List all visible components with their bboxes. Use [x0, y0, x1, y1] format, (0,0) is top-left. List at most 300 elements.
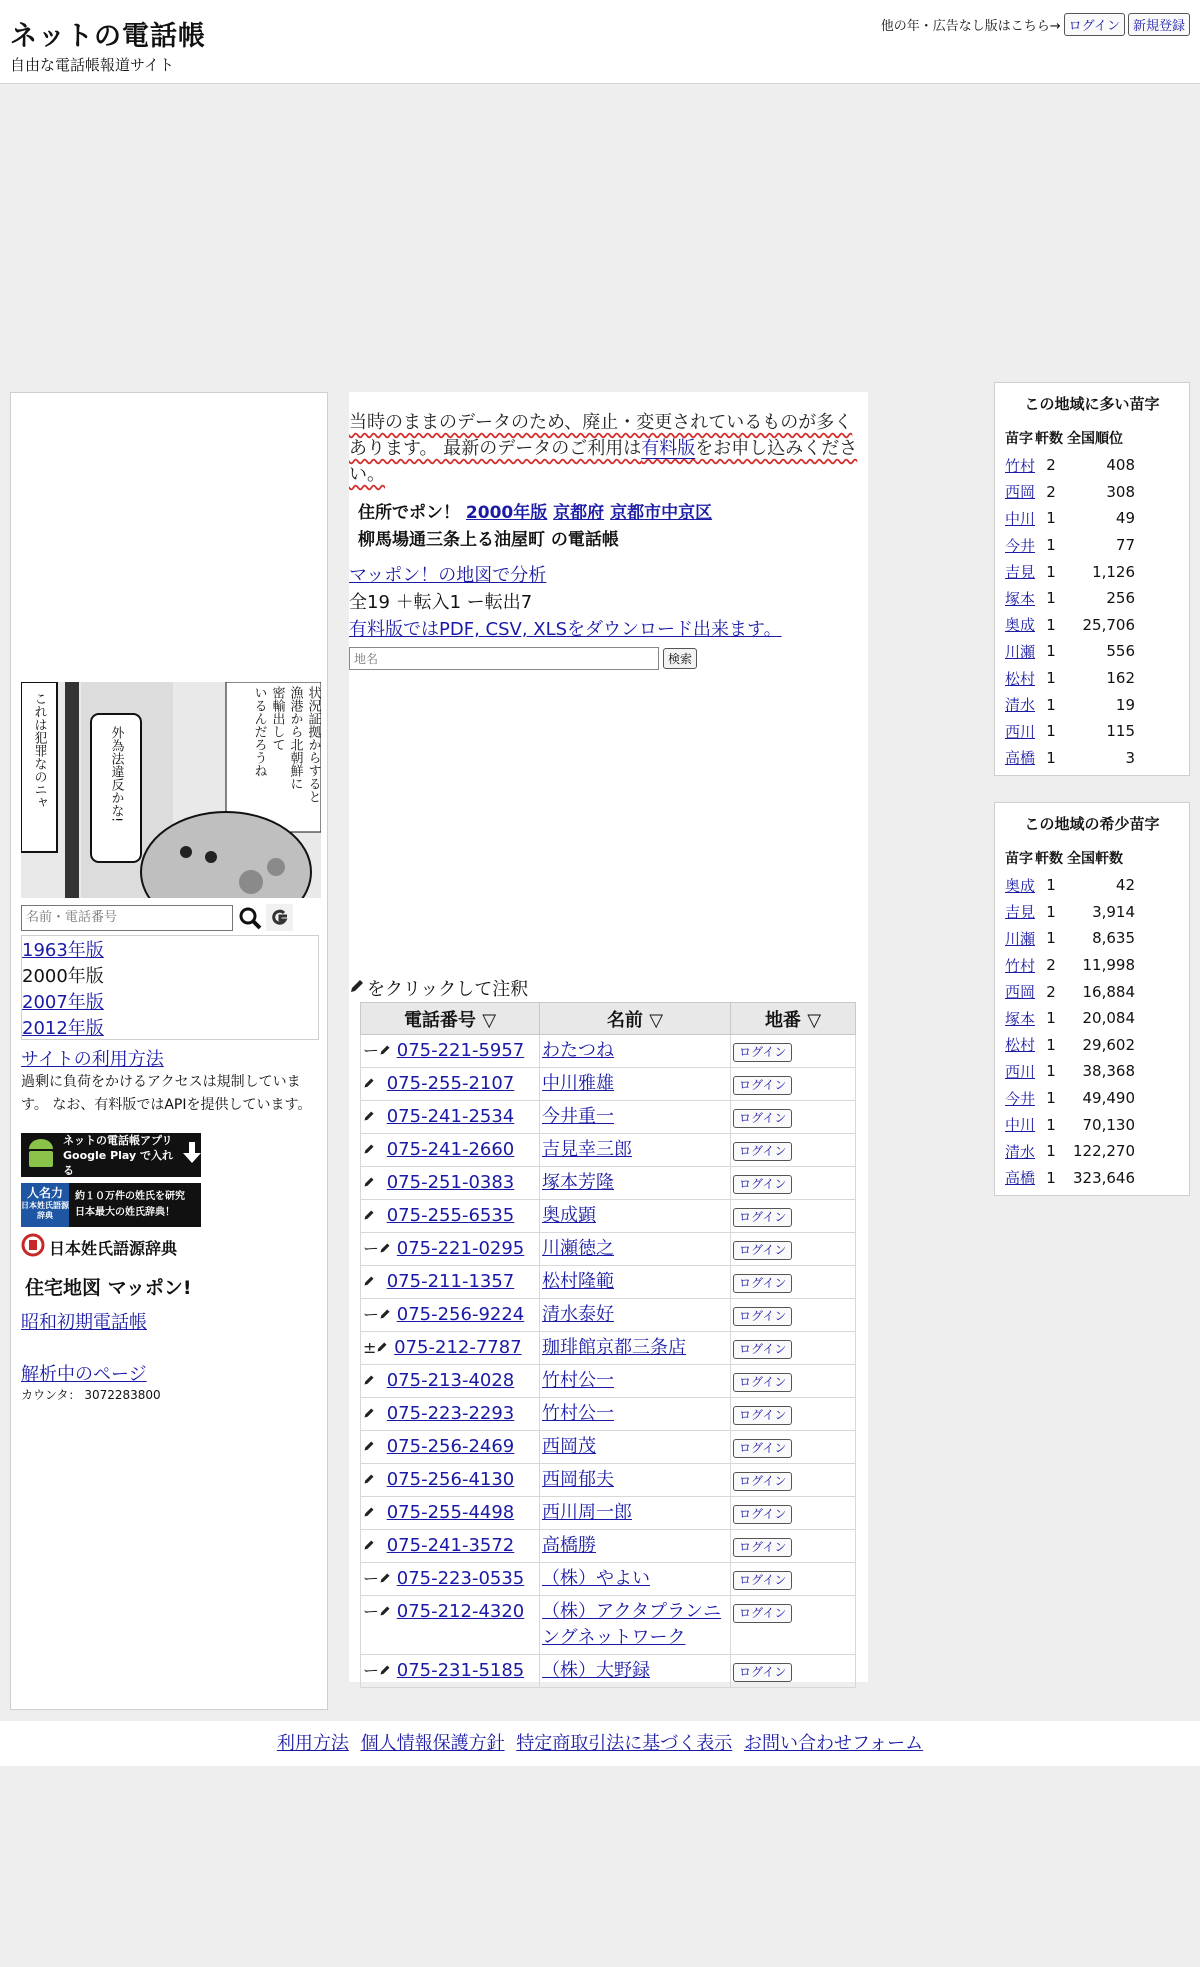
phone-link[interactable]: 075-256-2469: [386, 1436, 515, 1457]
footer-link-contact[interactable]: お問い合わせフォーム: [744, 1733, 924, 1754]
pencil-icon[interactable]: [363, 1140, 375, 1159]
phone-cell: [361, 1299, 540, 1332]
rare-surname-row: [1005, 1138, 1135, 1165]
common-surname-surname-link[interactable]: 西川: [1005, 722, 1036, 741]
left-sidebar: [10, 392, 328, 1710]
common-surname-value: 25,706: [1082, 615, 1136, 634]
common-surname-surname-link[interactable]: 松村: [1005, 669, 1036, 688]
name-cell: [540, 1068, 731, 1101]
common-surname-count: 1: [1046, 669, 1056, 688]
common-surname-row: [1005, 718, 1135, 745]
phone-link[interactable]: 075-241-3572: [386, 1535, 515, 1556]
common-surname-count: 2: [1046, 482, 1056, 501]
name-link[interactable]: （株）アクタプランニングネットワーク: [542, 1601, 722, 1648]
lot-login-button[interactable]: ログイン: [733, 1142, 792, 1161]
phone-cell: [361, 1563, 540, 1596]
rare-surname-row: [1005, 925, 1135, 952]
common-header-rank: 全国順位: [1067, 431, 1124, 447]
phonebook-table: [360, 1002, 856, 1688]
header-account-area: [881, 13, 1190, 36]
phone-cell: [361, 1101, 540, 1134]
name-cell: [540, 1365, 731, 1398]
mappon-map-link[interactable]: マッポン！の地図で分析: [349, 565, 547, 586]
common-surname-row: [1005, 532, 1135, 559]
pencil-icon[interactable]: [379, 1569, 391, 1588]
table-row: [361, 1134, 856, 1167]
common-surnames-table: [1005, 428, 1135, 771]
common-surname-value: 162: [1106, 669, 1136, 688]
status-mark[interactable]: [363, 1038, 391, 1064]
pencil-icon[interactable]: [363, 1173, 375, 1192]
name-link[interactable]: 西川周一郎: [542, 1502, 632, 1523]
manga-text-2: 漁港から北朝鮮に: [287, 686, 303, 790]
phone-link[interactable]: 075-221-0295: [396, 1238, 525, 1259]
name-link[interactable]: 川瀬徳之: [542, 1238, 614, 1259]
common-surname-surname-link[interactable]: 今井: [1005, 536, 1036, 555]
header: [0, 0, 1200, 84]
pencil-icon[interactable]: [363, 1404, 375, 1423]
rare-surname-surname-link[interactable]: 奥成: [1005, 876, 1036, 895]
status-mark[interactable]: [363, 1236, 391, 1262]
name-link[interactable]: 松村隆範: [542, 1271, 614, 1292]
pencil-icon[interactable]: [376, 1338, 388, 1357]
common-surname-count: 1: [1046, 722, 1056, 741]
phone-link[interactable]: 075-256-9224: [396, 1304, 525, 1325]
column-header-phone[interactable]: 電話番号 ▽: [361, 1003, 540, 1035]
name-cell: [540, 1398, 731, 1431]
status-mark-text: ー: [363, 1569, 380, 1588]
lot-login-button[interactable]: ログイン: [733, 1043, 792, 1062]
name-link[interactable]: 今井重一: [542, 1106, 614, 1127]
common-surname-surname-link[interactable]: 川瀬: [1005, 642, 1036, 661]
rare-surname-surname-link[interactable]: 西岡: [1005, 983, 1036, 1002]
manga-text-1: 状況証拠からすると: [305, 686, 321, 803]
name-cell: [540, 1464, 731, 1497]
site-usage-link[interactable]: サイトの利用方法: [21, 1049, 164, 1070]
lot-cell: [731, 1530, 856, 1563]
common-surname-surname-link[interactable]: 中川: [1005, 509, 1036, 528]
lot-login-button[interactable]: ログイン: [733, 1076, 792, 1095]
manga-text-6: これは犯罪なのニャ: [31, 692, 47, 809]
name-link[interactable]: 中川雅雄: [542, 1073, 614, 1094]
lot-cell: [731, 1101, 856, 1134]
name-cell: [540, 1101, 731, 1134]
status-mark[interactable]: [363, 1335, 388, 1361]
status-mark[interactable]: [363, 1269, 381, 1295]
rare-surnames-title: この地域の希少苗字: [1024, 815, 1160, 833]
status-mark[interactable]: [363, 1434, 381, 1460]
app-download-badge[interactable]: [21, 1133, 201, 1177]
pencil-icon[interactable]: [363, 1536, 375, 1555]
name-cell: [540, 1655, 731, 1688]
table-row: [361, 1655, 856, 1688]
status-mark[interactable]: [363, 1467, 381, 1493]
status-mark[interactable]: [363, 1302, 391, 1328]
lot-login-button[interactable]: ログイン: [733, 1406, 792, 1425]
surname-dictionary-badge[interactable]: [21, 1183, 201, 1227]
name-link[interactable]: 竹村公一: [542, 1403, 614, 1424]
app-badge-line1: ネットの電話帳アプリ: [63, 1133, 173, 1147]
lot-cell: [731, 1431, 856, 1464]
lot-login-button[interactable]: ログイン: [733, 1175, 792, 1194]
rare-surname-count: 2: [1046, 982, 1056, 1001]
phone-cell: [361, 1134, 540, 1167]
name-link[interactable]: 奥成顕: [542, 1205, 596, 1226]
manga-text-3: 密輸出して: [269, 686, 285, 751]
table-row: [361, 1167, 856, 1200]
lot-login-button[interactable]: ログイン: [733, 1604, 792, 1623]
name-link[interactable]: 竹村公一: [542, 1370, 614, 1391]
status-mark[interactable]: [363, 1203, 381, 1229]
footer-link-privacy[interactable]: 個人情報保護方針: [360, 1733, 505, 1754]
app-badge-line2: Google Play で入れる: [63, 1148, 173, 1177]
rare-surname-count: 2: [1046, 956, 1056, 975]
common-surname-surname-link[interactable]: 塚本: [1005, 589, 1036, 608]
common-surnames-title: この地域に多い苗字: [1024, 395, 1160, 413]
name-cell: [540, 1266, 731, 1299]
rare-surname-surname-link[interactable]: 塚本: [1005, 1009, 1036, 1028]
pencil-icon[interactable]: [379, 1602, 391, 1621]
phone-link[interactable]: 075-221-5957: [396, 1040, 525, 1061]
status-mark[interactable]: [363, 1170, 381, 1196]
seal-icon: [21, 1233, 45, 1261]
footer-link-commerce[interactable]: 特定商取引法に基づく表示: [516, 1733, 733, 1754]
download-arrow-icon: [183, 1142, 201, 1168]
common-surname-value: 556: [1106, 642, 1136, 661]
rare-surname-count: 1: [1046, 1142, 1056, 1161]
phone-link[interactable]: 075-241-2660: [386, 1139, 515, 1160]
name-cell: [540, 1200, 731, 1233]
common-surname-surname-link[interactable]: 竹村: [1005, 456, 1036, 475]
common-surname-value: 408: [1106, 456, 1136, 475]
lot-login-button[interactable]: ログイン: [733, 1274, 792, 1293]
sei-badge-block2: 日本姓氏語源辞典: [21, 1201, 69, 1220]
lot-cell: [731, 1134, 856, 1167]
rare-surname-surname-link[interactable]: 川瀬: [1005, 929, 1036, 948]
phone-link[interactable]: 075-255-6535: [386, 1205, 515, 1226]
lot-cell: [731, 1398, 856, 1431]
usage-note: 過剰に負荷をかけるアクセスは規制しています。 なお、有料版ではAPIを提供しています。: [21, 1074, 312, 1113]
common-surname-value: 256: [1106, 589, 1136, 608]
register-button[interactable]: 新規登録: [1128, 13, 1190, 36]
rare-surname-row: [1005, 1058, 1135, 1085]
rare-surname-value: 42: [1115, 876, 1136, 895]
name-link[interactable]: （株）やよい: [542, 1568, 650, 1589]
phone-link[interactable]: 075-255-2107: [386, 1073, 515, 1094]
status-mark[interactable]: [363, 1658, 391, 1684]
phone-link[interactable]: 075-213-4028: [386, 1370, 515, 1391]
analysis-page-link[interactable]: 解析中のページ: [21, 1364, 147, 1385]
name-phone-search-input[interactable]: [21, 905, 233, 931]
search-icon[interactable]: [236, 904, 263, 931]
common-surname-row: [1005, 691, 1135, 718]
lot-login-button[interactable]: ログイン: [733, 1241, 792, 1260]
lot-login-button[interactable]: ログイン: [733, 1373, 792, 1392]
address-breadcrumb: [349, 500, 868, 554]
phone-cell: [361, 1655, 540, 1688]
breadcrumb-prefecture-link[interactable]: 京都府: [553, 503, 605, 523]
common-surnames-panel: [994, 382, 1190, 776]
rare-surname-value: 8,635: [1092, 929, 1136, 948]
table-row: [361, 1233, 856, 1266]
status-mark[interactable]: [363, 1071, 381, 1097]
common-surname-surname-link[interactable]: 清水: [1005, 696, 1036, 715]
common-surname-row: [1005, 745, 1135, 772]
paid-version-link[interactable]: 有料版: [641, 438, 696, 459]
status-mark-text: ±: [363, 1338, 377, 1357]
place-search-input[interactable]: [349, 647, 659, 670]
table-row: [361, 1596, 856, 1655]
common-surname-surname-link[interactable]: 西岡: [1005, 483, 1036, 502]
column-header-name[interactable]: 名前 ▽: [540, 1003, 731, 1035]
table-row: [361, 1101, 856, 1134]
lot-login-button[interactable]: ログイン: [733, 1439, 792, 1458]
table-row: [361, 1530, 856, 1563]
pencil-icon[interactable]: [379, 1661, 391, 1680]
rare-surname-surname-link[interactable]: 竹村: [1005, 956, 1036, 975]
rare-surname-count: 1: [1046, 1009, 1056, 1028]
rare-surname-count: 1: [1046, 1089, 1056, 1108]
phone-link[interactable]: 075-223-0535: [396, 1568, 525, 1589]
phone-link[interactable]: 075-223-2293: [386, 1403, 515, 1424]
table-row: [361, 1332, 856, 1365]
common-surname-row: [1005, 505, 1135, 532]
status-mark[interactable]: [363, 1137, 381, 1163]
lot-login-button[interactable]: ログイン: [733, 1663, 792, 1682]
lot-cell: [731, 1563, 856, 1596]
mappon-logo[interactable]: 住宅地図 マッポン!: [25, 1277, 192, 1299]
lot-login-button[interactable]: ログイン: [733, 1472, 792, 1491]
status-mark[interactable]: [363, 1104, 381, 1130]
common-surname-count: 1: [1046, 562, 1056, 581]
footer-link-usage[interactable]: 利用方法: [276, 1733, 349, 1754]
table-row: [361, 1365, 856, 1398]
common-surname-row: [1005, 479, 1135, 506]
pencil-icon[interactable]: [363, 1470, 375, 1489]
name-link[interactable]: 塚本芳隆: [542, 1172, 614, 1193]
common-surname-count: 1: [1046, 536, 1056, 555]
rare-surname-row: [1005, 1165, 1135, 1192]
lot-login-button[interactable]: ログイン: [733, 1208, 792, 1227]
phone-cell: [361, 1233, 540, 1266]
year-edition-list: [21, 935, 319, 1040]
lot-cell: [731, 1200, 856, 1233]
rare-surname-row: [1005, 872, 1135, 899]
lot-cell: [731, 1332, 856, 1365]
common-surname-value: 19: [1115, 695, 1136, 714]
download-link[interactable]: 有料版ではPDF, CSV, XLSをダウンロード出来ます。: [349, 619, 782, 640]
phone-cell: [361, 1497, 540, 1530]
common-surname-row: [1005, 558, 1135, 585]
lot-cell: [731, 1266, 856, 1299]
pencil-icon[interactable]: [363, 1437, 375, 1456]
name-cell: [540, 1233, 731, 1266]
pencil-icon[interactable]: [363, 1503, 375, 1522]
rare-surname-count: 1: [1046, 1062, 1056, 1081]
rare-surname-value: 122,270: [1072, 1142, 1136, 1161]
lot-cell: [731, 1299, 856, 1332]
pencil-icon[interactable]: [379, 1041, 391, 1060]
status-mark[interactable]: [363, 1401, 381, 1427]
rare-surname-surname-link[interactable]: 吉見: [1005, 903, 1036, 922]
phone-link[interactable]: 075-231-5185: [396, 1660, 525, 1681]
site-title[interactable]: ネットの電話帳: [10, 21, 206, 52]
rare-header-surname: 苗字: [1005, 851, 1033, 867]
status-mark-text: ー: [363, 1602, 380, 1621]
name-link[interactable]: 西岡茂: [542, 1436, 596, 1457]
pencil-icon[interactable]: [363, 1107, 375, 1126]
pencil-icon[interactable]: [379, 1239, 391, 1258]
rare-surname-count: 1: [1046, 876, 1056, 895]
column-header-lot[interactable]: 地番 ▽: [731, 1003, 856, 1035]
gogen-dictionary-logo[interactable]: [21, 1233, 177, 1261]
lot-cell: [731, 1655, 856, 1688]
rare-surname-value: 20,084: [1082, 1009, 1136, 1028]
common-surname-surname-link[interactable]: 吉見: [1005, 563, 1036, 582]
phone-link[interactable]: 075-212-7787: [394, 1337, 522, 1358]
name-link[interactable]: 吉見幸三郎: [542, 1139, 632, 1160]
rare-surname-surname-link[interactable]: 今井: [1005, 1089, 1036, 1108]
rare-header-count: 軒数: [1035, 851, 1064, 867]
login-button[interactable]: ログイン: [1064, 13, 1125, 36]
name-link[interactable]: 清水泰好: [542, 1304, 614, 1325]
status-mark[interactable]: [363, 1566, 391, 1592]
lot-cell: [731, 1068, 856, 1101]
rare-header-national: 全国軒数: [1067, 851, 1124, 867]
rare-surname-row: [1005, 978, 1135, 1005]
data-notice: [349, 392, 868, 488]
common-surname-value: 3: [1125, 748, 1136, 767]
common-surname-surname-link[interactable]: 奥成: [1005, 616, 1036, 635]
name-cell: [540, 1332, 731, 1365]
sei-badge-line2: 日本最大の姓氏辞典！: [75, 1207, 175, 1218]
rare-surname-value: 16,884: [1082, 982, 1136, 1001]
phone-link[interactable]: 075-212-4320: [396, 1601, 525, 1622]
rare-surname-surname-link[interactable]: 松村: [1005, 1036, 1036, 1055]
lot-login-button[interactable]: ログイン: [733, 1538, 792, 1557]
phone-link[interactable]: 075-255-4498: [386, 1502, 515, 1523]
year-link-2012[interactable]: 2012年版: [22, 1018, 104, 1039]
name-cell: [540, 1299, 731, 1332]
rare-surname-row: [1005, 1005, 1135, 1032]
phone-link[interactable]: 075-256-4130: [386, 1469, 515, 1490]
name-phone-search: [21, 904, 293, 931]
name-cell: [540, 1563, 731, 1596]
table-row: [361, 1299, 856, 1332]
rare-surname-count: 1: [1046, 1115, 1056, 1134]
phone-cell: [361, 1398, 540, 1431]
rare-surnames-table: [1005, 848, 1135, 1191]
rare-surname-surname-link[interactable]: 清水: [1005, 1142, 1036, 1161]
name-link[interactable]: 高橋勝: [542, 1535, 596, 1556]
common-surname-value: 308: [1106, 482, 1136, 501]
breadcrumb-city-link[interactable]: 京都市中京区: [610, 503, 713, 523]
name-link[interactable]: 珈琲館京都三条店: [542, 1337, 686, 1358]
name-cell: [540, 1596, 731, 1655]
common-surname-count: 1: [1046, 748, 1056, 767]
pencil-icon[interactable]: [363, 1371, 375, 1390]
table-row: [361, 1035, 856, 1068]
lot-login-button[interactable]: ログイン: [733, 1307, 792, 1326]
rare-surname-count: 1: [1046, 929, 1056, 948]
place-search-button[interactable]: 検索: [663, 648, 697, 669]
phone-cell: [361, 1068, 540, 1101]
lot-cell: [731, 1365, 856, 1398]
phone-link[interactable]: 075-241-2534: [386, 1106, 515, 1127]
lot-login-button[interactable]: ログイン: [733, 1505, 792, 1524]
common-surname-count: 1: [1046, 589, 1056, 608]
name-link[interactable]: わたつね: [542, 1040, 614, 1061]
phone-link[interactable]: 075-251-0383: [386, 1172, 515, 1193]
pencil-icon[interactable]: [363, 1272, 375, 1291]
common-surname-value: 77: [1115, 536, 1136, 555]
phone-cell: [361, 1431, 540, 1464]
rare-surname-surname-link[interactable]: 西川: [1005, 1062, 1036, 1081]
page-title: 柳馬場通三条上る油屋町 の電話帳: [358, 530, 619, 550]
lot-cell: [731, 1596, 856, 1655]
year-current-2000: 2000年版: [22, 966, 104, 987]
phone-cell: [361, 1332, 540, 1365]
name-link[interactable]: （株）大野録: [542, 1660, 650, 1681]
annotation-hint: [349, 975, 528, 1001]
breadcrumb-year-link[interactable]: 2000年版: [465, 503, 548, 523]
notice-text-2: をお申し込みください。: [349, 438, 858, 485]
common-surname-count: 2: [1046, 456, 1056, 475]
table-row: [361, 1200, 856, 1233]
common-surname-row: [1005, 585, 1135, 612]
name-link[interactable]: 西岡郁夫: [542, 1469, 614, 1490]
common-surname-value: 1,126: [1092, 562, 1136, 581]
table-row: [361, 1398, 856, 1431]
phone-link[interactable]: 075-211-1357: [386, 1271, 515, 1292]
sei-badge-line1: 約１０万件の姓氏を研究: [75, 1191, 185, 1202]
showa-phonebook-link[interactable]: 昭和初期電話帳: [21, 1312, 147, 1333]
pencil-icon[interactable]: [379, 1305, 391, 1324]
rare-surname-surname-link[interactable]: 中川: [1005, 1116, 1036, 1135]
rare-surname-surname-link[interactable]: 高橋: [1005, 1169, 1036, 1188]
year-link-1963[interactable]: 1963年版: [22, 940, 104, 961]
gogen-badge-text: 日本姓氏語源辞典: [49, 1238, 178, 1258]
status-mark[interactable]: [363, 1368, 381, 1394]
annotation-hint-text: をクリックして注釈: [367, 979, 529, 1000]
pencil-icon[interactable]: [363, 1206, 375, 1225]
status-mark[interactable]: [363, 1599, 391, 1625]
status-mark[interactable]: [363, 1533, 381, 1559]
lot-login-button[interactable]: ログイン: [733, 1340, 792, 1359]
main-content: [349, 392, 868, 1682]
status-mark-text: ー: [363, 1239, 380, 1258]
table-row: [361, 1464, 856, 1497]
rare-surname-value: 3,914: [1092, 902, 1136, 921]
rare-surname-count: 1: [1046, 1035, 1056, 1054]
manga-ad-image[interactable]: [21, 682, 321, 898]
lot-login-button[interactable]: ログイン: [733, 1109, 792, 1128]
common-surname-row: [1005, 638, 1135, 665]
name-cell: [540, 1167, 731, 1200]
pon-prefix: 住所でポン！: [358, 503, 460, 523]
pencil-icon[interactable]: [363, 1074, 375, 1093]
year-link-2007[interactable]: 2007年版: [22, 992, 104, 1013]
site-subtitle: 自由な電話帳報道サイト: [10, 56, 174, 74]
name-cell: [540, 1497, 731, 1530]
common-header-surname: 苗字: [1005, 431, 1033, 447]
table-row: [361, 1266, 856, 1299]
common-surname-surname-link[interactable]: 高橋: [1005, 749, 1036, 768]
google-icon[interactable]: [266, 904, 293, 931]
rare-surname-value: 29,602: [1082, 1035, 1136, 1054]
status-mark[interactable]: [363, 1500, 381, 1526]
lot-login-button[interactable]: ログイン: [733, 1571, 792, 1590]
